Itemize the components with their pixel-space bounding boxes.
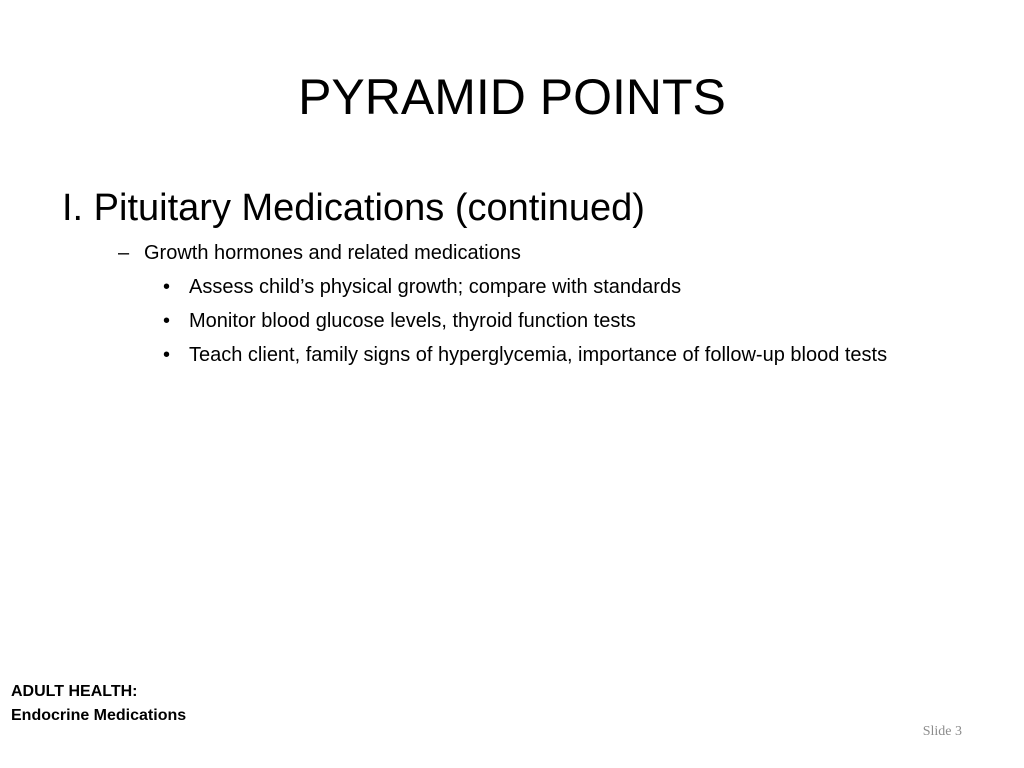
- slide-number: Slide 3: [922, 724, 962, 739]
- bullet-marker: •: [163, 276, 171, 298]
- list-item: [163, 307, 973, 335]
- course-footer: [11, 680, 186, 728]
- sub-heading-text: Growth hormones and related medications: [144, 242, 521, 264]
- course-title: ADULT HEALTH:: [11, 683, 138, 700]
- course-subtitle: Endocrine Medications: [11, 707, 187, 724]
- bullet-marker: •: [163, 344, 171, 366]
- list-item: [163, 273, 973, 301]
- list-item-text: Monitor blood glucose levels, thyroid function tests: [189, 310, 636, 332]
- dash-marker: –: [118, 242, 130, 264]
- list-item: [163, 341, 973, 369]
- list-item-text: Teach client, family signs of hyperglycemia, importance of follow-up blood tests: [189, 344, 888, 366]
- list-item-text: Assess child’s physical growth; compare with standards: [189, 276, 682, 298]
- section-heading: I. Pituitary Medications (continued): [62, 187, 645, 229]
- slide-title: PYRAMID POINTS: [298, 69, 726, 125]
- sub-heading: [118, 239, 521, 267]
- bullet-list: [163, 273, 973, 375]
- bullet-marker: •: [163, 310, 171, 332]
